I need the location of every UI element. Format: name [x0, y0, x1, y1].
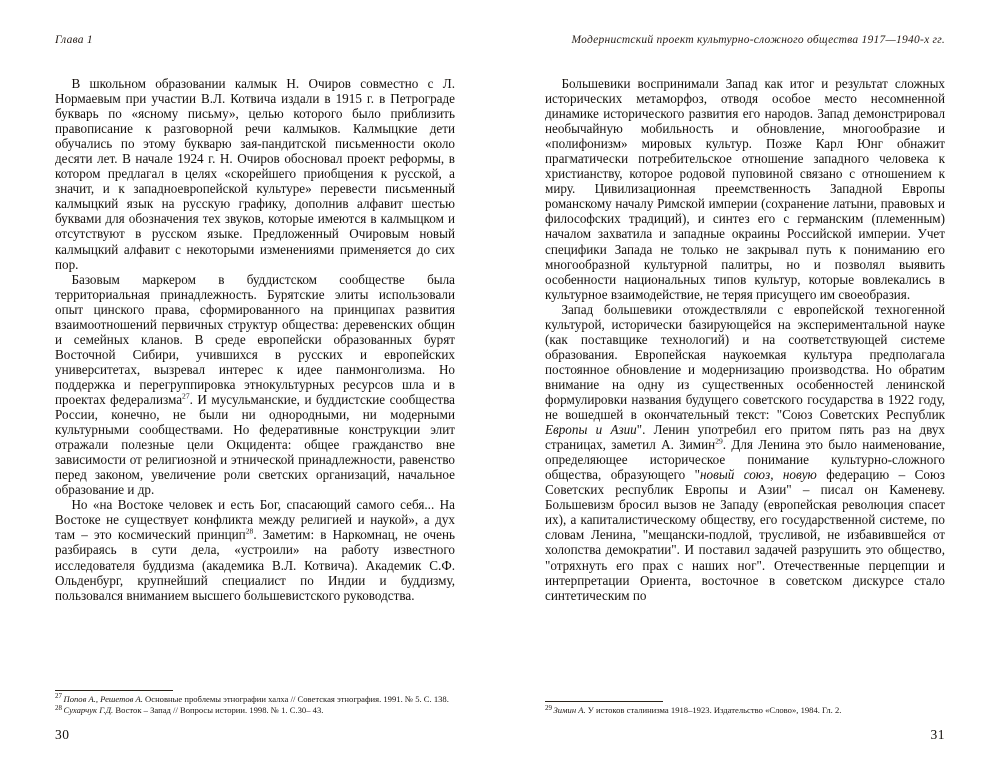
paragraph-text: Базовым маркером в буддистском сообществе была территориальная принадлежность. Бурятские элиты использовали опыт цинского права, сформированного на принципах развития взаимоотношений первичных структур общества: деревенских общин и семейных кланов. В среде европейски образованных бурят Восточной Сибири, учившихся в русских и европейских университетах, вызревал интерес к идее панмонголизма. Но поддержка и перегруппировка этнокультурных ресурсов шла и в проектах федерализма — [55, 271, 455, 407]
paragraph-text-cont: ". Ленин употребил его притом пять раз на двух страницах, заметил А. Зимин — [545, 422, 946, 453]
right-page-number: 31 — [930, 727, 945, 742]
paragraph-text: Запад большевики отождествляли с европейской техногенной культурой, исторически базирующейся на экспериментальной науке (как поставщике технологий) и на соответствующей системе образования. Европейская наукоемкая культура предполагала постоянное обновление и модернизацию производства. Но обратим внимание на одну из существенных особенностей ленинской формулировки названия будущего советского государства в 1922 году, не вошедшей в окончательный текст: "Союз Советских Республик — [545, 301, 945, 423]
left-running-head: Глава 1 — [55, 34, 93, 46]
footnote-text: У истоков сталинизма 1918–1923. Издательство «Слово», 1984. Гл. 2. — [585, 705, 842, 716]
paragraph-text-cont: . Для Ленина это было наименование, определяющее историческое понимание культурно-сложного общества, образующего " — [545, 437, 945, 483]
paragraph-text: Большевики воспринимали Запад как итог и результат сложных исторических метаморфоз, отводя особое место несомненной динамике исторического развития его народов. Запад демонстрировал необычайную мобильность и обновление, многообразие и «полифонизм» мировых культур. Позже Карл Юнг обнажит прагматически потребительское отношение западного человека к христианству, которое родовой пуповиной связано с отношением к миру. Цивилизационная преемственность Западной Европы романскому началу Римской империи (сохранение латыни, правовых и философских традиций), и синтез его с германским (племенным) началом захватила и западные окраины Российской империи. Учет специфики Запада не только не закрывал путь к пониманию его многообразной культурной палитры, но и позволял выявить особенности национальных типов культур, которые вовлекались в культурное взаимодействие, не теряя присущего им своеобразия. — [545, 76, 945, 302]
footnote-separator-rule — [55, 690, 173, 691]
left-page-number: 30 — [55, 727, 70, 742]
footnote-author: Сухарчук Г.Д. — [63, 705, 114, 716]
paragraph — [545, 76, 945, 302]
footnote-author: Зимин А. — [553, 705, 586, 716]
footnote-ref-29[interactable]: 29 — [715, 436, 723, 446]
paragraph — [55, 76, 455, 272]
footnote-number: 28 — [55, 703, 62, 712]
quoted-phrase-italic: новый союз, новую — [700, 467, 817, 483]
paragraph — [545, 302, 945, 603]
paragraph-text-cont: . И мусульманские, и буддистские сообщества России, конечно, не были ни однородными, ни модерными культурными сообществами. Но федеративные конструкции элит отражали полезные цели Окцидента: общее гражданство вне зависимости от религиозной и этнической принадлежности, равенство перед законом, увеличение роли светских организаций, начальное образование и др. — [55, 391, 455, 498]
quoted-title-italic: Европы и Азии — [545, 422, 637, 438]
paragraph — [55, 497, 455, 602]
paragraph-text: В школьном образовании калмык Н. Очиров совместно с Л. Нормаевым при участии В.Л. Котвича издали в 1915 г. в Петрограде букварь по «ясному письму», целью которого было приблизить правописание к разговорной речи калмыков. Калмыцкие дети обучались по этому букварю зая-пандитской письменности около десяти лет. В начале 1924 г. Н. Очиров обосновал проект реформы, в котором предлагал в целях «скорейшего приобщения к русской, а значит, и к западноевропейской культуре» перевести письменный калмыцкий язык на русскую графику, дополнив алфавит шестью буквами для обозначения тех звуков, которые имеются в калмыцком и отсутствуют в русском языке. Предложенный Очировым новый калмыцкий алфавит с некоторыми изменениями применяется до сих пор. — [55, 76, 455, 272]
footnote-ref-28[interactable]: 28 — [245, 527, 254, 537]
footnote-number: 29 — [545, 703, 552, 712]
right-running-head: Модернистский проект культурно-сложного общества 1917—1940-х гг. — [571, 34, 945, 46]
paragraph-text-cont: . Заметим: в Наркомнац, не очень разбираясь в сути дела, «устроили» на работу известного исследователя буддизма (академика В.Л. Котвича). Академик С.Ф. Ольденбург, крупнейший специалист по Индии и буддизму, пользовался вниманием высшего большевистского руководства. — [55, 527, 455, 603]
footnote-ref-27[interactable]: 27 — [182, 391, 190, 401]
footnote-item — [55, 705, 455, 717]
right-page — [500, 0, 1000, 775]
right-page-footnotes — [545, 701, 945, 717]
footnote-separator-rule — [545, 701, 663, 702]
right-page-body — [545, 76, 945, 603]
footnote-text: Основные проблемы этнографии халха // Советская этнография. 1991. № 5. С. 138. — [142, 693, 449, 704]
paragraph-text-cont: федерацию – Союз Советских республик Европы и Азии" – писал он Каменеву. Большевизм бросил вызов не Западу (европейская революция спасет их), а капиталистическому обществу, его государственной системе, по словам Ленина, "мещански-подлой, трусливой, не избавившейся от холопства демократии". И поставил задачей разрушить это общество, "отряхнуть его прах с наших ног". Отечественные перцепции и интерпретации Ориента, восточное в советском дискурсе стало синтетическим по — [545, 467, 945, 603]
paragraph — [55, 272, 455, 498]
footnote-number: 27 — [55, 691, 62, 700]
footnote-author: Попов А., Решетов А. — [63, 693, 143, 704]
footnote-text: Восток – Запад // Вопросы истории. 1998. № 1. С.30– 43. — [113, 705, 324, 716]
footnote-item — [55, 691, 455, 706]
left-page-footnotes — [55, 690, 455, 717]
paragraph-text: Но «на Востоке человек и есть Бог, спасающий самого себя... На Востоке не существует конфликта между религией и наукой», а дух там – это космический принцип — [55, 497, 455, 543]
left-page-body — [55, 76, 455, 603]
footnote-item — [545, 705, 945, 717]
